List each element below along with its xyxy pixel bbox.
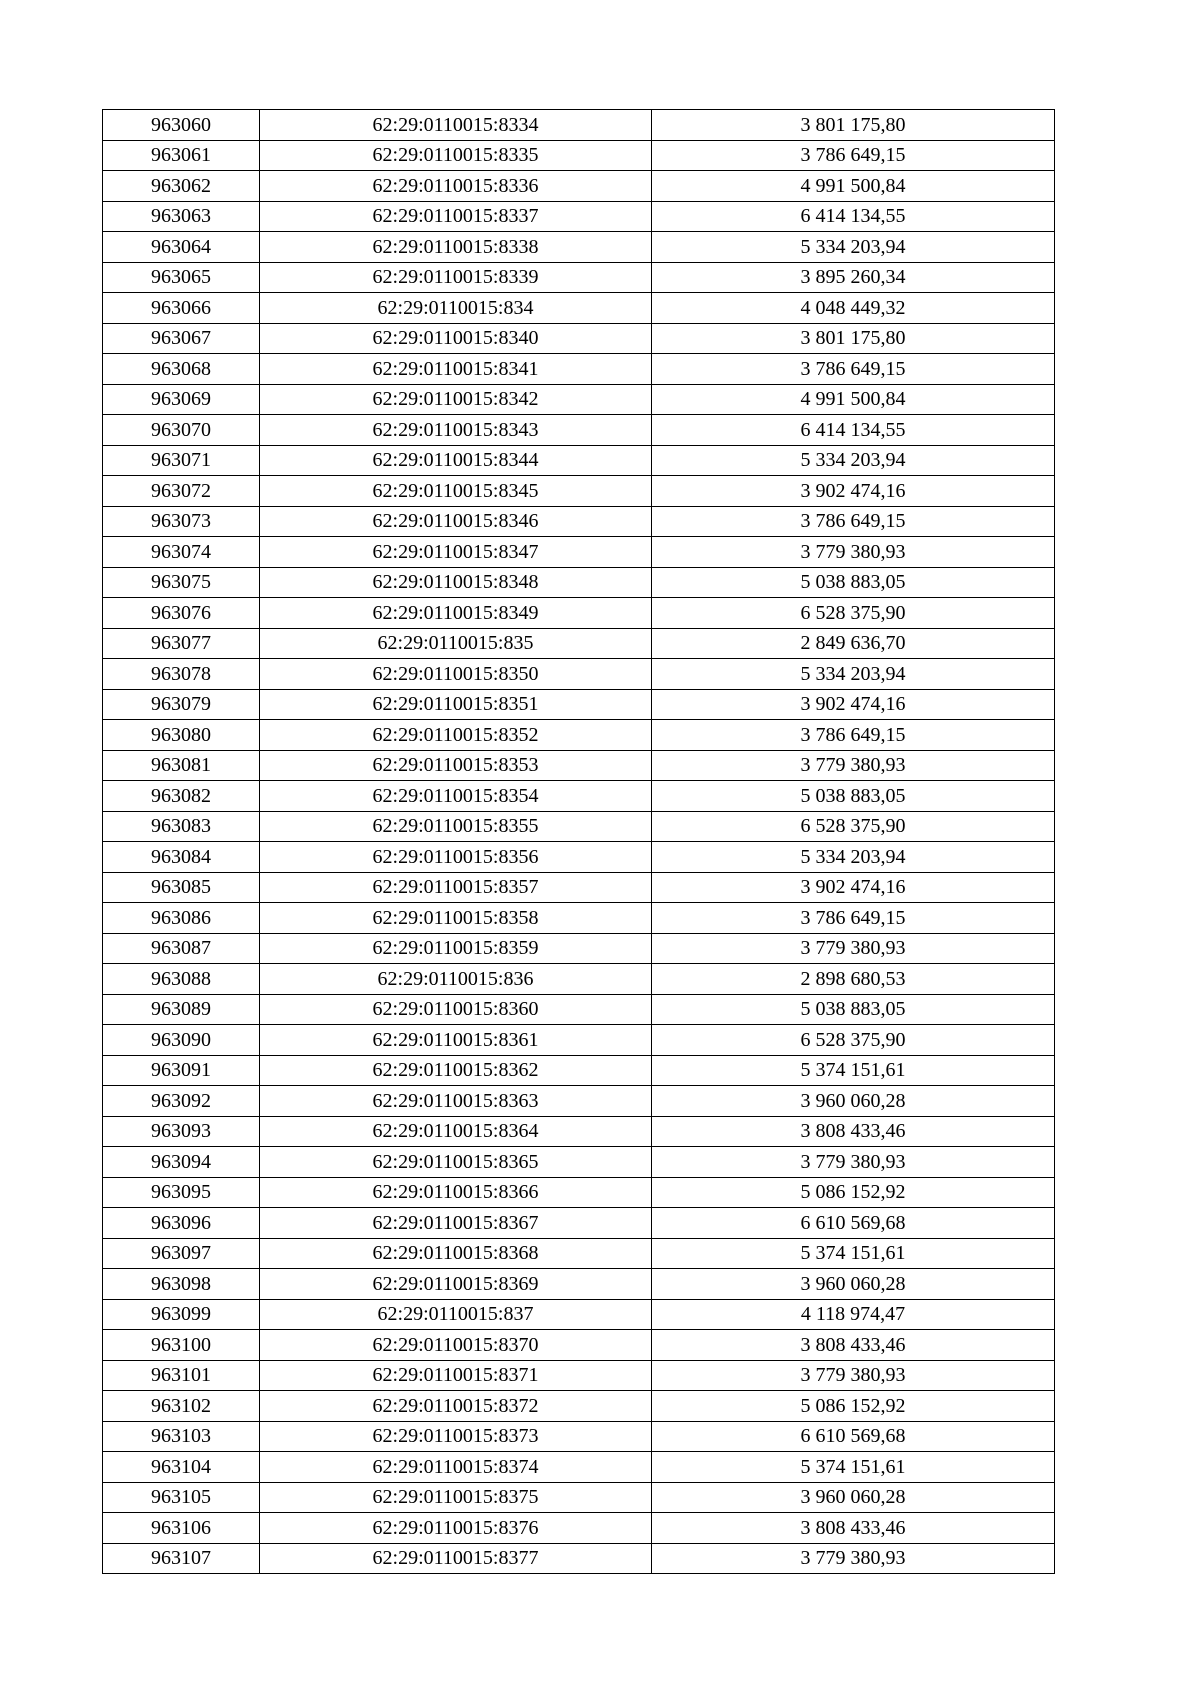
cadastral-number-cell: 62:29:0110015:8363: [260, 1086, 652, 1117]
row-number-cell: 963106: [103, 1513, 260, 1544]
table-row: [103, 1543, 1055, 1574]
cadastral-number-cell: 62:29:0110015:8334: [260, 110, 652, 141]
cadastral-number-cell: 62:29:0110015:8355: [260, 811, 652, 842]
table-row: [103, 933, 1055, 964]
row-number-cell: 963092: [103, 1086, 260, 1117]
table-row: [103, 323, 1055, 354]
table-row: [103, 1055, 1055, 1086]
row-number-cell: 963076: [103, 598, 260, 629]
table-row: [103, 628, 1055, 659]
table-row: [103, 659, 1055, 690]
cadastral-value-cell: 2 849 636,70: [652, 628, 1055, 659]
table-row: [103, 1513, 1055, 1544]
row-number-cell: 963100: [103, 1330, 260, 1361]
cadastral-value-cell: 3 902 474,16: [652, 689, 1055, 720]
cadastral-value-table: [102, 109, 1055, 1574]
row-number-cell: 963107: [103, 1543, 260, 1574]
cadastral-number-cell: 62:29:0110015:835: [260, 628, 652, 659]
table-row: [103, 506, 1055, 537]
cadastral-value-cell: 3 960 060,28: [652, 1086, 1055, 1117]
table-row: [103, 171, 1055, 202]
cadastral-value-cell: 3 902 474,16: [652, 476, 1055, 507]
row-number-cell: 963098: [103, 1269, 260, 1300]
row-number-cell: 963074: [103, 537, 260, 568]
cadastral-number-cell: 62:29:0110015:8356: [260, 842, 652, 873]
cadastral-number-cell: 62:29:0110015:8345: [260, 476, 652, 507]
row-number-cell: 963088: [103, 964, 260, 995]
row-number-cell: 963067: [103, 323, 260, 354]
cadastral-number-cell: 62:29:0110015:8361: [260, 1025, 652, 1056]
cadastral-number-cell: 62:29:0110015:8339: [260, 262, 652, 293]
table-row: [103, 567, 1055, 598]
row-number-cell: 963069: [103, 384, 260, 415]
cadastral-value-cell: 5 086 152,92: [652, 1391, 1055, 1422]
table-row: [103, 781, 1055, 812]
row-number-cell: 963066: [103, 293, 260, 324]
cadastral-value-cell: 5 374 151,61: [652, 1238, 1055, 1269]
cadastral-value-cell: 5 038 883,05: [652, 994, 1055, 1025]
cadastral-number-cell: 62:29:0110015:8364: [260, 1116, 652, 1147]
cadastral-number-cell: 62:29:0110015:8338: [260, 232, 652, 263]
cadastral-number-cell: 62:29:0110015:8369: [260, 1269, 652, 1300]
cadastral-value-cell: 3 808 433,46: [652, 1116, 1055, 1147]
cadastral-number-cell: 62:29:0110015:8370: [260, 1330, 652, 1361]
row-number-cell: 963091: [103, 1055, 260, 1086]
cadastral-number-cell: 62:29:0110015:837: [260, 1299, 652, 1330]
cadastral-value-cell: 6 528 375,90: [652, 598, 1055, 629]
cadastral-number-cell: 62:29:0110015:8371: [260, 1360, 652, 1391]
cadastral-number-cell: 62:29:0110015:8337: [260, 201, 652, 232]
cadastral-number-cell: 62:29:0110015:8357: [260, 872, 652, 903]
row-number-cell: 963103: [103, 1421, 260, 1452]
cadastral-value-cell: 5 374 151,61: [652, 1452, 1055, 1483]
table-row: [103, 1269, 1055, 1300]
table-body: [103, 110, 1055, 1574]
cadastral-number-cell: 62:29:0110015:8368: [260, 1238, 652, 1269]
table-row: [103, 476, 1055, 507]
row-number-cell: 963083: [103, 811, 260, 842]
row-number-cell: 963105: [103, 1482, 260, 1513]
cadastral-value-cell: 3 960 060,28: [652, 1269, 1055, 1300]
table-row: [103, 811, 1055, 842]
table-row: [103, 720, 1055, 751]
row-number-cell: 963099: [103, 1299, 260, 1330]
cadastral-value-cell: 5 334 203,94: [652, 659, 1055, 690]
cadastral-value-cell: 3 808 433,46: [652, 1330, 1055, 1361]
cadastral-number-cell: 62:29:0110015:836: [260, 964, 652, 995]
table-row: [103, 1147, 1055, 1178]
cadastral-number-cell: 62:29:0110015:8347: [260, 537, 652, 568]
cadastral-number-cell: 62:29:0110015:8352: [260, 720, 652, 751]
row-number-cell: 963062: [103, 171, 260, 202]
cadastral-number-cell: 62:29:0110015:8359: [260, 933, 652, 964]
cadastral-value-cell: 3 960 060,28: [652, 1482, 1055, 1513]
cadastral-value-cell: 3 895 260,34: [652, 262, 1055, 293]
cadastral-value-cell: 6 414 134,55: [652, 415, 1055, 446]
table-row: [103, 1360, 1055, 1391]
cadastral-number-cell: 62:29:0110015:8358: [260, 903, 652, 934]
table-row: [103, 598, 1055, 629]
cadastral-value-cell: 5 038 883,05: [652, 567, 1055, 598]
cadastral-value-cell: 3 801 175,80: [652, 323, 1055, 354]
table-row: [103, 964, 1055, 995]
table-row: [103, 872, 1055, 903]
cadastral-number-cell: 62:29:0110015:8360: [260, 994, 652, 1025]
row-number-cell: 963080: [103, 720, 260, 751]
cadastral-value-cell: 3 786 649,15: [652, 354, 1055, 385]
cadastral-value-cell: 5 038 883,05: [652, 781, 1055, 812]
cadastral-value-cell: 3 779 380,93: [652, 1543, 1055, 1574]
row-number-cell: 963096: [103, 1208, 260, 1239]
cadastral-value-cell: 3 786 649,15: [652, 140, 1055, 171]
row-number-cell: 963070: [103, 415, 260, 446]
row-number-cell: 963090: [103, 1025, 260, 1056]
table-row: [103, 1299, 1055, 1330]
cadastral-number-cell: 62:29:0110015:8340: [260, 323, 652, 354]
row-number-cell: 963087: [103, 933, 260, 964]
table-row: [103, 293, 1055, 324]
cadastral-number-cell: 62:29:0110015:8342: [260, 384, 652, 415]
cadastral-number-cell: 62:29:0110015:8343: [260, 415, 652, 446]
table-row: [103, 1025, 1055, 1056]
cadastral-number-cell: 62:29:0110015:8366: [260, 1177, 652, 1208]
table-row: [103, 384, 1055, 415]
table-row: [103, 1330, 1055, 1361]
row-number-cell: 963094: [103, 1147, 260, 1178]
table-row: [103, 1116, 1055, 1147]
cadastral-number-cell: 62:29:0110015:8376: [260, 1513, 652, 1544]
table-row: [103, 750, 1055, 781]
cadastral-value-cell: 3 779 380,93: [652, 750, 1055, 781]
cadastral-number-cell: 62:29:0110015:8362: [260, 1055, 652, 1086]
row-number-cell: 963073: [103, 506, 260, 537]
table-row: [103, 994, 1055, 1025]
row-number-cell: 963095: [103, 1177, 260, 1208]
row-number-cell: 963072: [103, 476, 260, 507]
table-row: [103, 1482, 1055, 1513]
cadastral-number-cell: 62:29:0110015:8375: [260, 1482, 652, 1513]
row-number-cell: 963097: [103, 1238, 260, 1269]
row-number-cell: 963061: [103, 140, 260, 171]
table-row: [103, 140, 1055, 171]
table-row: [103, 1391, 1055, 1422]
table-row: [103, 1208, 1055, 1239]
table-row: [103, 354, 1055, 385]
table-row: [103, 1177, 1055, 1208]
cadastral-value-cell: 3 801 175,80: [652, 110, 1055, 141]
cadastral-value-cell: 4 048 449,32: [652, 293, 1055, 324]
cadastral-value-cell: 6 528 375,90: [652, 811, 1055, 842]
table-row: [103, 201, 1055, 232]
cadastral-value-cell: 5 334 203,94: [652, 445, 1055, 476]
cadastral-number-cell: 62:29:0110015:8374: [260, 1452, 652, 1483]
cadastral-number-cell: 62:29:0110015:834: [260, 293, 652, 324]
table-row: [103, 262, 1055, 293]
cadastral-value-cell: 5 086 152,92: [652, 1177, 1055, 1208]
row-number-cell: 963085: [103, 872, 260, 903]
cadastral-value-cell: 3 808 433,46: [652, 1513, 1055, 1544]
table-row: [103, 537, 1055, 568]
cadastral-value-cell: 4 991 500,84: [652, 171, 1055, 202]
cadastral-number-cell: 62:29:0110015:8349: [260, 598, 652, 629]
table-row: [103, 415, 1055, 446]
cadastral-value-cell: 6 414 134,55: [652, 201, 1055, 232]
cadastral-value-cell: 3 902 474,16: [652, 872, 1055, 903]
row-number-cell: 963078: [103, 659, 260, 690]
cadastral-value-cell: 2 898 680,53: [652, 964, 1055, 995]
cadastral-number-cell: 62:29:0110015:8351: [260, 689, 652, 720]
cadastral-value-cell: 5 374 151,61: [652, 1055, 1055, 1086]
row-number-cell: 963077: [103, 628, 260, 659]
row-number-cell: 963060: [103, 110, 260, 141]
cadastral-value-cell: 3 779 380,93: [652, 537, 1055, 568]
table-row: [103, 1086, 1055, 1117]
cadastral-number-cell: 62:29:0110015:8377: [260, 1543, 652, 1574]
row-number-cell: 963071: [103, 445, 260, 476]
cadastral-value-cell: 6 610 569,68: [652, 1208, 1055, 1239]
table-row: [103, 1421, 1055, 1452]
cadastral-number-cell: 62:29:0110015:8336: [260, 171, 652, 202]
row-number-cell: 963084: [103, 842, 260, 873]
row-number-cell: 963101: [103, 1360, 260, 1391]
row-number-cell: 963104: [103, 1452, 260, 1483]
table-row: [103, 842, 1055, 873]
cadastral-number-cell: 62:29:0110015:8335: [260, 140, 652, 171]
cadastral-number-cell: 62:29:0110015:8346: [260, 506, 652, 537]
cadastral-value-cell: 3 786 649,15: [652, 903, 1055, 934]
cadastral-number-cell: 62:29:0110015:8341: [260, 354, 652, 385]
cadastral-value-cell: 3 779 380,93: [652, 933, 1055, 964]
table-row: [103, 903, 1055, 934]
cadastral-value-cell: 3 779 380,93: [652, 1147, 1055, 1178]
table-row: [103, 1238, 1055, 1269]
cadastral-value-cell: 6 528 375,90: [652, 1025, 1055, 1056]
cadastral-number-cell: 62:29:0110015:8350: [260, 659, 652, 690]
cadastral-value-cell: 4 991 500,84: [652, 384, 1055, 415]
cadastral-value-cell: 5 334 203,94: [652, 232, 1055, 263]
row-number-cell: 963089: [103, 994, 260, 1025]
row-number-cell: 963082: [103, 781, 260, 812]
row-number-cell: 963064: [103, 232, 260, 263]
row-number-cell: 963065: [103, 262, 260, 293]
row-number-cell: 963102: [103, 1391, 260, 1422]
table-row: [103, 232, 1055, 263]
cadastral-number-cell: 62:29:0110015:8348: [260, 567, 652, 598]
table-row: [103, 1452, 1055, 1483]
row-number-cell: 963075: [103, 567, 260, 598]
cadastral-number-cell: 62:29:0110015:8354: [260, 781, 652, 812]
row-number-cell: 963086: [103, 903, 260, 934]
cadastral-number-cell: 62:29:0110015:8365: [260, 1147, 652, 1178]
row-number-cell: 963063: [103, 201, 260, 232]
cadastral-value-cell: 3 779 380,93: [652, 1360, 1055, 1391]
cadastral-number-cell: 62:29:0110015:8344: [260, 445, 652, 476]
cadastral-number-cell: 62:29:0110015:8353: [260, 750, 652, 781]
cadastral-value-cell: 5 334 203,94: [652, 842, 1055, 873]
cadastral-number-cell: 62:29:0110015:8372: [260, 1391, 652, 1422]
row-number-cell: 963068: [103, 354, 260, 385]
cadastral-number-cell: 62:29:0110015:8367: [260, 1208, 652, 1239]
row-number-cell: 963081: [103, 750, 260, 781]
row-number-cell: 963079: [103, 689, 260, 720]
cadastral-value-cell: 3 786 649,15: [652, 506, 1055, 537]
table-row: [103, 110, 1055, 141]
cadastral-number-cell: 62:29:0110015:8373: [260, 1421, 652, 1452]
table-row: [103, 445, 1055, 476]
cadastral-value-cell: 6 610 569,68: [652, 1421, 1055, 1452]
cadastral-value-cell: 3 786 649,15: [652, 720, 1055, 751]
table-row: [103, 689, 1055, 720]
cadastral-value-cell: 4 118 974,47: [652, 1299, 1055, 1330]
row-number-cell: 963093: [103, 1116, 260, 1147]
